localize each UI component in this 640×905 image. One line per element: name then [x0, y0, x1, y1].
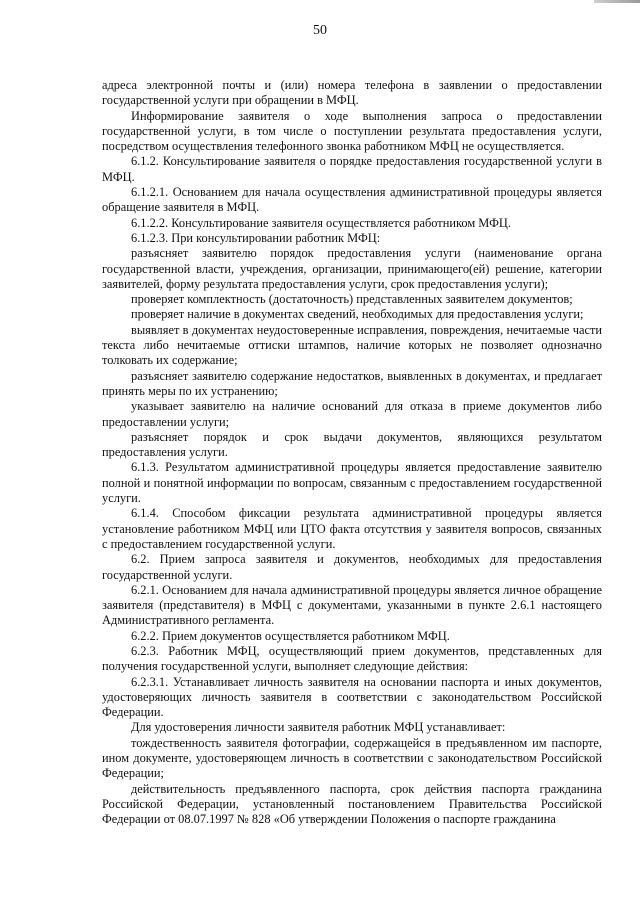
paragraph: разъясняет заявителю порядок предоставления услуги (наименование органа государственной власти, учреждения, организации, принимающего(ей) решение, категории заявителей, форму результата предоставления услуги, срок предоставления услуги); — [102, 246, 602, 291]
paragraph: разъясняет заявителю содержание недостатков, выявленных в документах, и предлагает принять меры по их устранению; — [102, 368, 602, 398]
paragraph: 6.2. Прием запроса заявителя и документов, необходимых для предоставления государственной услуги. — [102, 552, 602, 582]
paragraph: адреса электронной почты и (или) номера телефона в заявлении о предоставлении государственной услуги при обращении в МФЦ. — [102, 78, 602, 108]
paragraph: разъясняет порядок и срок выдачи документов, являющихся результатом предоставления услуги. — [102, 429, 602, 460]
paragraph: проверяет наличие в документах сведений, необходимых для предоставления услуги; — [131, 307, 584, 322]
paragraph: 6.1.3. Результатом административной процедуры является предоставление заявителю полной и понятной информации по вопросам, связанным с предоставлением государственной услуги. — [102, 460, 602, 506]
paragraph: 6.1.2.2. Консультирование заявителя осуществляется работником МФЦ. — [131, 215, 511, 230]
scan-edge-mark — [594, 0, 640, 3]
paragraph: 6.1.2.1. Основанием для начала осуществления административной процедуры является обращение заявителя в МФЦ. — [102, 185, 602, 215]
paragraph: 6.2.3.1. Устанавливает личность заявителя на основании паспорта и иных документов, удостоверяющих личность заявителя в соответствии с законодательством Российской Федерации. — [102, 674, 602, 720]
paragraph: Для удостоверения личности заявителя работник МФЦ устанавливает: — [131, 720, 506, 735]
paragraph: Информирование заявителя о ходе выполнения запроса о предоставлении государственной услуги, в том числе о поступлении результата предоставления услуги, посредством осуществления телефонного звонка работником МФЦ не осуществляется. — [102, 108, 602, 154]
paragraph: проверяет комплектность (достаточность) представленных заявителем документов; — [131, 292, 573, 307]
document-body — [102, 78, 602, 828]
paragraph: указывает заявителю на наличие оснований для отказа в приеме документов либо предоставлении услуги; — [102, 399, 602, 429]
paragraph: 6.1.2. Консультирование заявителя о порядке предоставления государственной услуги в МФЦ. — [102, 154, 602, 184]
paragraph: 6.1.4. Способом фиксации результата административной процедуры является установление работником МФЦ или ЦТО факта отсутствия у заявителя вопросов, связанных с предоставлением государственной услуги. — [102, 506, 602, 551]
paragraph: 6.1.2.3. При консультировании работник МФЦ: — [131, 230, 381, 245]
page-number: 50 — [313, 23, 327, 38]
paragraph: 6.2.2. Прием документов осуществляется работником МФЦ. — [131, 628, 450, 643]
paragraph: 6.2.1. Основанием для начала административной процедуры является личное обращение заявителя (представителя) в МФЦ с документами, указанными в пункте 2.6.1 настоящего Административного регламента. — [102, 582, 602, 628]
paragraph: 6.2.3. Работник МФЦ, осуществляющий прием документов, представленных для получения государственной услуги, выполняет следующие действия: — [102, 643, 602, 674]
paragraph: тождественность заявителя фотографии, содержащейся в предъявленном им паспорте, ином документе, удостоверяющем личность в соответствии с законодательством Российской Федерации; — [102, 735, 602, 781]
paragraph: выявляет в документах неудостоверенные исправления, повреждения, нечитаемые части текста либо нечитаемые оттиски штампов, наличие которых не позволяет однозначно толковать их содержание; — [102, 322, 602, 368]
paragraph: действительность предъявленного паспорта, срок действия паспорта гражданина Российской Федерации, установленный постановлением Правительства Российской Федерации от 08.07.1997 № 828 «Об утверждении Положения о паспорте гражданина — [102, 781, 602, 827]
